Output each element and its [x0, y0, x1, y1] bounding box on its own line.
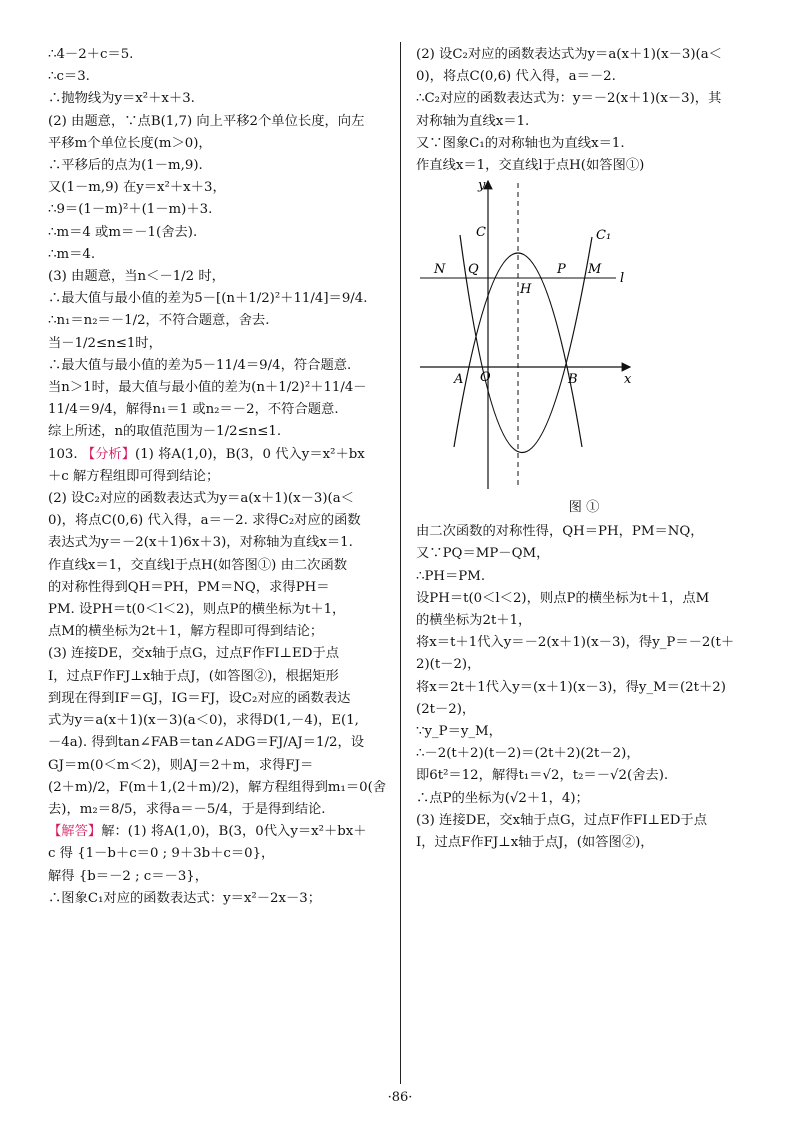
text-line: ∴n₁＝n₂＝－1/2，不符合题意，舍去. — [48, 313, 270, 329]
figure-caption: 图 ① — [568, 500, 600, 516]
text-line: I，过点F作FJ⊥x轴于点J，(如答图②)，根据矩形 — [48, 668, 339, 684]
label-c: C — [476, 225, 486, 241]
text-line: 设PH＝t(0＜l＜2)，则点P的横坐标为t＋1，点M — [416, 590, 710, 606]
text-line: ∴抛物线为y＝x²＋x＋3. — [48, 91, 195, 107]
text-line: (3) 由题意，当n＜－1/2 时， — [48, 269, 225, 285]
text-line: 即6t²＝12，解得t₁＝√2，t₂＝－√2(舍去). — [416, 768, 669, 784]
text-line: 又∵PQ＝MP－QM， — [416, 546, 550, 562]
text-line: ∴C₂对应的函数表达式为：y＝－2(x＋1)(x－3)，其 — [416, 91, 722, 107]
label-n: N — [434, 262, 446, 278]
text-line: 去)，m₂＝8/5，求得a＝－5/4，于是得到结论. — [48, 801, 326, 817]
text-line: ∴最大值与最小值的差为5－11/4＝9/4，符合题意. — [48, 357, 352, 373]
text-line: －4a). 得到tan∠FAB＝tan∠ADG＝FJ/AJ＝1/2，设 — [48, 735, 365, 751]
text-line: 由二次函数的对称性得，QH＝PH，PM＝NQ， — [416, 524, 704, 540]
text-line: (3) 连接DE，交x轴于点G，过点F作FI⊥ED于点 — [48, 646, 339, 662]
text-line: ∴PH＝PM. — [416, 568, 486, 584]
label-b: B — [568, 372, 578, 388]
equation-system: c 得 {1－b＋c＝0 ; 9＋3b＋c＝0}， — [48, 846, 275, 862]
label-l: l — [620, 271, 625, 287]
figure-svg — [416, 179, 768, 521]
label-p: P — [557, 262, 566, 278]
text-line: (2t－2)， — [416, 701, 476, 717]
column-divider — [400, 42, 401, 1084]
label-x: x — [624, 372, 632, 388]
text-line: ∴平移后的点为(1－m,9). — [48, 158, 203, 174]
text-line: (2) 设C₂对应的函数表达式为y＝a(x＋1)(x－3)(a＜ — [416, 47, 722, 62]
solution-line: 【解答】解：(1) 将A(1,0)，B(3，0代入y＝x²＋bx＋ — [48, 824, 367, 840]
text-line: PM. 设PH＝t(0＜l＜2)，则点P的横坐标为t＋1， — [48, 602, 346, 618]
text-line: ∴图象C₁对应的函数表达式：y＝x²－2x－3； — [48, 890, 322, 906]
text-line: 作直线x＝1，交直线l于点H(如答图①) — [416, 158, 645, 174]
equation-system: 解得 {b＝－2 ; c＝－3}， — [48, 868, 209, 884]
text-line: 的对称性得到QH＝PH，PM＝NQ，求得PH＝ — [48, 579, 330, 595]
text-line: 点M的横坐标为2t＋1，解方程即可得到结论； — [48, 624, 324, 640]
label-a: A — [454, 372, 464, 388]
text-line: ∴4－2＋c＝5. — [48, 47, 134, 62]
label-c1: C₁ — [596, 228, 612, 244]
label-q: Q — [468, 262, 479, 278]
text-line: ∴最大值与最小值的差为5－[(n＋1/2)²＋11/4]＝9/4. — [48, 291, 368, 307]
left-column — [48, 44, 400, 910]
parabola-figure — [416, 179, 768, 521]
text-line: ∴点P的坐标为(√2＋1，4)； — [416, 790, 589, 806]
text-line: ∴9＝(1－m)²＋(1－m)＋3. — [48, 202, 213, 218]
page-number: ·86· — [387, 1090, 413, 1105]
label-o: O — [480, 370, 491, 386]
text-line: 0)，将点C(0,6) 代入得，a＝－2. — [416, 69, 616, 85]
text-line: 将x＝t＋1代入y＝－2(x＋1)(x－3)，得y_P＝－2(t＋ — [416, 635, 735, 651]
text-line: (2) 设C₂对应的函数表达式为y＝a(x＋1)(x－3)(a＜ — [48, 491, 354, 507]
text-line: 将x＝2t＋1代入y＝(x＋1)(x－3)，得y_M＝(2t＋2) — [416, 679, 726, 695]
label-y: y — [478, 179, 486, 194]
text-line: (2) 由题意，∵点B(1,7) 向上平移2个单位长度，向左 — [48, 113, 365, 129]
text-line: (3) 连接DE，交x轴于点G，过点F作FI⊥ED于点 — [416, 812, 707, 828]
text-line: 又(1－m,9) 在y＝x²＋x＋3， — [48, 180, 226, 196]
text-line: 又∵图象C₁的对称轴也为直线x＝1. — [416, 135, 625, 151]
label-m: M — [588, 262, 602, 278]
text-line: 对称轴为直线x＝1. — [416, 113, 530, 129]
text-line: 表达式为y＝－2(x＋1)6x＋3)，对称轴为直线x＝1. — [48, 535, 353, 551]
text-line: (2＋m)/2，F(m＋1,(2＋m)/2)，解方程组得到m₁＝0(舍 — [48, 779, 387, 795]
text-line: ∴m＝4 或m＝－1(舍去). — [48, 224, 198, 240]
text-line: 11/4＝9/4，解得n₁＝1 或n₂＝－2，不符合题意. — [48, 402, 339, 418]
text-line: ＋c 解方程组即可得到结论； — [48, 468, 220, 484]
text-line: I，过点F作FJ⊥x轴于点J，(如答图②)， — [416, 835, 654, 851]
label-h: H — [520, 282, 532, 298]
text-line: ∵y_P＝y_M， — [416, 724, 502, 740]
text-line: 平移m个单位长度(m＞0)， — [48, 135, 212, 151]
text-line: 的横坐标为2t＋1， — [416, 613, 532, 629]
text-line: ∴－2(t＋2)(t－2)＝(2t＋2)(2t－2)， — [416, 746, 640, 762]
text-line: 到现在得到IF＝GJ，IG＝FJ，设C₂对应的函数表达 — [48, 690, 351, 706]
text-line: 0)，将点C(0,6) 代入得，a＝－2. 求得C₂对应的函数 — [48, 513, 361, 529]
text-line: 式为y＝a(x＋1)(x－3)(a＜0)，求得D(1,－4)，E(1, — [48, 713, 359, 729]
text-line: 综上所述，n的取值范围为－1/2≤n≤1. — [48, 424, 282, 440]
text-line: ∴c＝3. — [48, 69, 90, 85]
text-line: 当n＞1时，最大值与最小值的差为(n＋1/2)²＋11/4－ — [48, 380, 367, 396]
text-line: 作直线x＝1，交直线l于点H(如答图①) 由二次函数 — [48, 557, 348, 573]
text-line: 2)(t－2)， — [416, 657, 481, 673]
problem-103-analysis-line: 103. 【分析】(1) 将A(1,0)，B(3，0 代入y＝x²＋bx — [48, 446, 365, 462]
text-line: ∴m＝4. — [48, 246, 96, 262]
parabola-c1 — [460, 235, 592, 453]
text-line: GJ＝m(0＜m＜2)，则AJ＝2＋m，求得FJ＝ — [48, 757, 314, 773]
text-line: 当－1/2≤n≤1时， — [48, 335, 162, 351]
right-column — [416, 44, 768, 854]
